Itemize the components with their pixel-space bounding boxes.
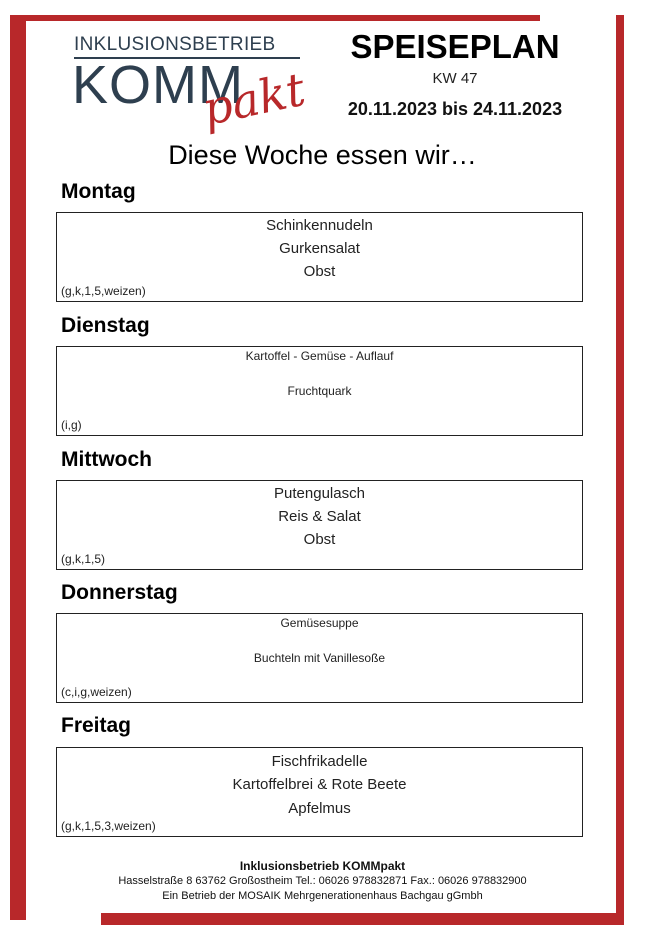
logo-main-text: KOMM	[72, 55, 244, 115]
allergen-codes: (c,i,g,weizen)	[61, 685, 132, 699]
frame-top-bar	[10, 15, 540, 21]
menu-box-thursday	[56, 613, 583, 703]
day-heading-friday: Freitag	[61, 714, 132, 737]
menu-item: Fischfrikadelle	[271, 753, 368, 770]
menu-item: Obst	[303, 263, 336, 280]
frame-bottom-bar	[101, 913, 624, 925]
logo-top-text: INKLUSIONSBETRIEB	[74, 34, 276, 55]
logo-script-text: pakt	[197, 61, 310, 137]
day-heading-tuesday: Dienstag	[61, 314, 150, 337]
allergen-codes: (g,k,1,5,3,weizen)	[61, 819, 156, 833]
allergen-codes: (g,k,1,5,weizen)	[61, 284, 146, 298]
date-range: 20.11.2023 bis 24.11.2023	[347, 99, 563, 119]
page-title: SPEISEPLAN	[350, 28, 560, 65]
calendar-week: KW 47	[432, 70, 478, 87]
menu-item: Reis & Salat	[278, 508, 361, 525]
footer-company-name: Inklusionsbetrieb KOMMpakt	[239, 859, 406, 873]
day-heading-wednesday: Mittwoch	[61, 448, 152, 471]
menu-item: Schinkennudeln	[266, 217, 373, 234]
menu-box-tuesday	[56, 346, 583, 436]
menu-box-wednesday	[56, 480, 583, 570]
day-heading-thursday: Donnerstag	[61, 581, 178, 604]
kommpakt-logo	[72, 34, 312, 137]
menu-item: Kartoffelbrei & Rote Beete	[232, 776, 407, 793]
menu-item: Putengulasch	[274, 485, 365, 502]
menu-item: Fruchtquark	[287, 384, 352, 398]
allergen-codes: (g,k,1,5)	[61, 552, 106, 566]
menu-item: Gurkensalat	[279, 240, 360, 257]
footer-operator: Ein Betrieb der MOSAIK Mehrgenerationenhaus Bachgau gGmbh	[162, 890, 483, 902]
menu-item: Gemüsesuppe	[280, 616, 359, 630]
headline: Diese Woche essen wir…	[168, 140, 477, 170]
day-heading-monday: Montag	[61, 180, 136, 203]
footer-contact: Hasselstraße 8 63762 Großostheim Tel.: 06026 978832871 Fax.: 06026 978832900	[118, 875, 527, 887]
menu-item: Kartoffel - Gemüse - Auflauf	[245, 349, 394, 363]
menu-item: Buchteln mit Vanillesoße	[253, 651, 386, 665]
menu-item: Obst	[303, 531, 336, 548]
menu-item: Apfelmus	[288, 800, 351, 817]
allergen-codes: (i,g)	[61, 418, 82, 432]
menu-box-friday	[56, 747, 583, 837]
menu-box-monday	[56, 212, 583, 302]
